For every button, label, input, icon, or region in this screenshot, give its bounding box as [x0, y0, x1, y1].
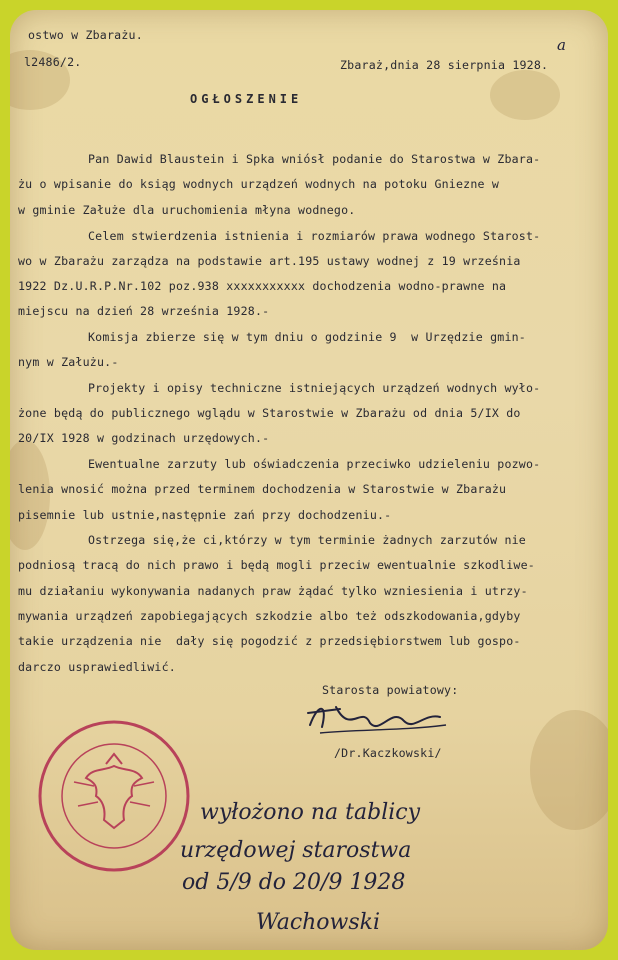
- body-line: Celem stwierdzenia istnienia i rozmiarów prawa wodnego Starost-: [88, 229, 541, 243]
- body-line: 1922 Dz.U.R.P.Nr.102 poz.938 xxxxxxxxxxx dochodzenia wodno-prawne na: [18, 279, 507, 293]
- body-line: w gminie Załuże dla uruchomienia młyna wodnego.: [18, 203, 356, 217]
- handwritten-signature: Wachowski: [256, 910, 381, 935]
- official-signature: [300, 695, 450, 740]
- body-line: pisemnie lub ustnie,następnie zań przy dochodzeniu.-: [18, 508, 392, 522]
- body-line: podniosą tracą do nich prawo i będą mogli przeciw ewentualnie szkodliwe-: [18, 558, 535, 572]
- body-line: Projekty i opisy techniczne istniejących urządzeń wodnych wyło-: [88, 381, 541, 395]
- note-line: od 5/9 do 20/9 1928: [182, 870, 406, 895]
- body-line: darczo usprawiedliwić.: [18, 660, 176, 674]
- document-title: OGŁOSZENIE: [190, 92, 303, 106]
- body-line: miejscu na dzień 28 września 1928.-: [18, 304, 270, 318]
- office-name: ostwo w Zbarażu.: [28, 28, 143, 42]
- body-line: Ostrzega się,że ci,którzy w tym terminie żadnych zarzutów nie: [88, 533, 526, 547]
- body-line: mu działaniu wykonywania nadanych praw żądać tylko wzniesienia i utrzy-: [18, 584, 528, 598]
- body-line: nym w Załużu.-: [18, 355, 119, 369]
- note-line: urzędowej starostwa: [180, 838, 412, 863]
- reference-number: l2486/2.: [24, 55, 82, 69]
- body-line: mywania urządzeń zapobiegających szkodzie albo też odszkodowania,gdyby: [18, 609, 521, 623]
- body-line: żu o wpisanie do ksiąg wodnych urządzeń wodnych na potoku Gniezne w: [18, 177, 500, 191]
- signatory-name: /Dr.Kaczkowski/: [334, 746, 442, 760]
- body-line: Ewentualne zarzuty lub oświadczenia przeciwko udzieleniu pozwo-: [88, 457, 541, 471]
- note-line: wyłożono na tablicy: [200, 800, 421, 825]
- paper-stain: [490, 70, 560, 120]
- body-line: 20/IX 1928 w godzinach urzędowych.-: [18, 431, 270, 445]
- official-stamp: [34, 716, 194, 876]
- paper-stain: [530, 710, 608, 830]
- body-line: Komisja zbierze się w tym dniu o godzinie 9 w Urzędzie gmin-: [88, 330, 526, 344]
- place-date: Zbaraż,dnia 28 sierpnia 1928.: [340, 58, 549, 72]
- body-line: żone będą do publicznego wglądu w Starostwie w Zbarażu od dnia 5/IX do: [18, 406, 521, 420]
- body-line: wo w Zbarażu zarządza na podstawie art.195 ustawy wodnej z 19 września: [18, 254, 521, 268]
- body-line: lenia wnosić można przed terminem dochodzenia w Starostwie w Zbarażu: [18, 482, 507, 496]
- body-line: takie urządzenia nie dały się pogodzić z przedsiębiorstwem lub gospo-: [18, 634, 521, 648]
- signatory-role: Starosta powiatowy:: [322, 683, 459, 697]
- body-line: Pan Dawid Blaustein i Spka wniósł podanie do Starostwa w Zbara-: [88, 152, 541, 166]
- corner-mark: a: [557, 36, 566, 54]
